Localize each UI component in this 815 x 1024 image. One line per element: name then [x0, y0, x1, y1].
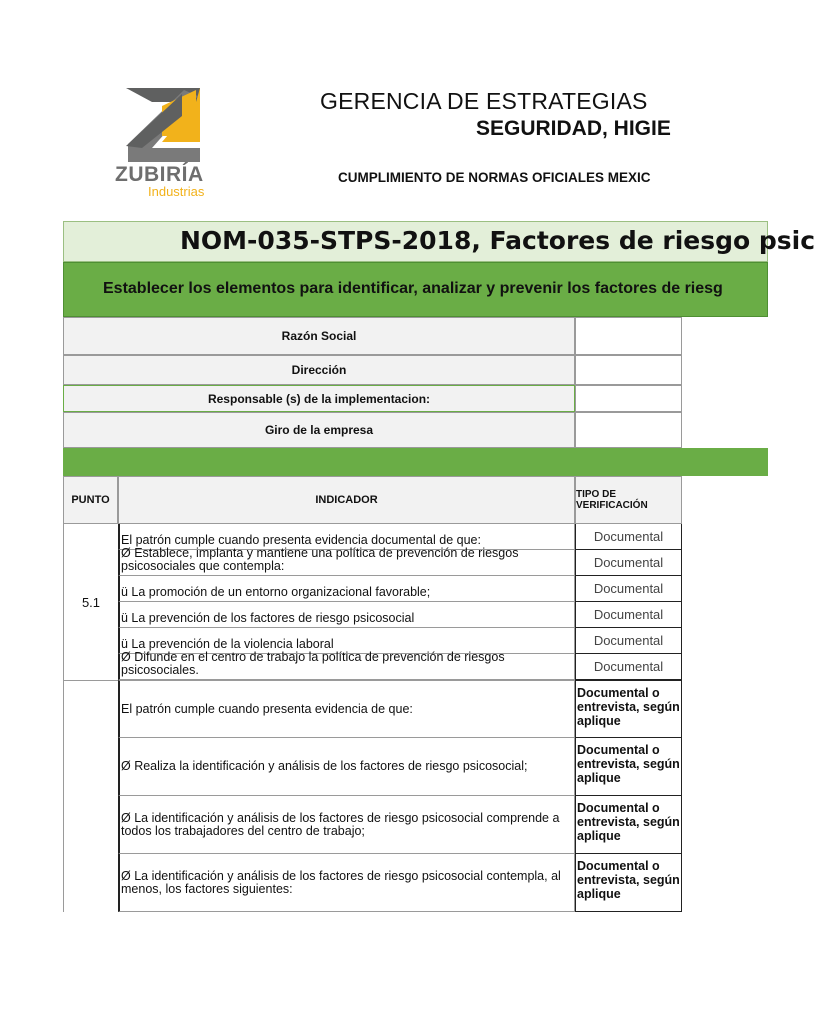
tipo-cell: Documental o entrevista, según aplique: [575, 796, 682, 854]
header-punto: PUNTO: [63, 476, 118, 524]
tipo-cell: Documental: [575, 576, 682, 602]
indicador-text: Ø Establece, implanta y mantiene una política de prevención de riesgos psicosociales que contempla:: [121, 546, 519, 573]
indicador-text: ü La prevención de los factores de riesgo psicosocial: [121, 611, 415, 625]
indicador-text: ü La prevención de la violencia laboral: [121, 637, 334, 651]
indicador-text: El patrón cumple cuando presenta evidencia de que:: [121, 701, 413, 716]
direccion-field[interactable]: [575, 355, 682, 385]
section-separator: [63, 448, 768, 476]
table-row: [118, 546, 575, 576]
table-row: [118, 854, 575, 912]
tipo-cell: Documental: [575, 524, 682, 550]
razon-social-field[interactable]: [575, 317, 682, 355]
giro-field[interactable]: [575, 412, 682, 448]
tipo-cell: Documental o entrevista, según aplique: [575, 680, 682, 738]
tipo-cell: Documental: [575, 602, 682, 628]
table-row: [118, 602, 575, 628]
punto-5-2: [63, 680, 118, 912]
header-indicador: INDICADOR: [118, 476, 575, 524]
indicador-text: Ø La identificación y análisis de los factores de riesgo psicosocial contempla, al menos, los factores siguientes:: [121, 868, 561, 896]
table-row: [118, 738, 575, 796]
objective-text: Establecer los elementos para identificar, analizar y prevenir los factores de riesg: [103, 280, 723, 297]
company-logo: [122, 86, 202, 164]
tipo-cell: Documental o entrevista, según aplique: [575, 738, 682, 796]
logo-brand: ZUBIRÍA: [115, 163, 204, 186]
header-line-3: CUMPLIMIENTO DE NORMAS OFICIALES MEXIC: [338, 170, 651, 185]
table-row: [118, 576, 575, 602]
logo-subtitle: Industrias: [148, 184, 205, 199]
tipo-cell: Documental: [575, 654, 682, 680]
table-row: [118, 650, 575, 680]
razon-social-label: Razón Social: [63, 317, 575, 355]
document-title: NOM-035-STPS-2018, Factores de riesgo psic: [180, 226, 815, 255]
giro-label: Giro de la empresa: [63, 412, 575, 448]
indicador-text: Ø Realiza la identificación y análisis de los factores de riesgo psicosocial;: [121, 759, 528, 773]
zubiria-logo-icon: [122, 86, 202, 164]
direccion-label: Dirección: [63, 355, 575, 385]
responsable-field[interactable]: [575, 385, 682, 412]
table-row: [118, 796, 575, 854]
indicador-text: ü La promoción de un entorno organizacional favorable;: [121, 585, 431, 599]
responsable-label: Responsable (s) de la implementacion:: [63, 385, 575, 412]
punto-5-1: 5.1: [63, 524, 118, 680]
tipo-cell: Documental: [575, 628, 682, 654]
header-line-1: GERENCIA DE ESTRATEGIAS: [320, 88, 648, 114]
table-row: [118, 680, 575, 738]
indicador-text: Ø La identificación y análisis de los factores de riesgo psicosocial comprende a todos los trabajadores del centro de trabajo;: [121, 810, 560, 838]
indicador-text: Ø Difunde en el centro de trabajo la política de prevención de riesgos psicosociales.: [121, 650, 505, 677]
tipo-cell: Documental: [575, 550, 682, 576]
header-tipo-verificacion: TIPO DE VERIFICACIÓN: [575, 476, 682, 524]
indicador-text: El patrón cumple cuando presenta evidencia documental de que:: [121, 533, 481, 547]
tipo-cell: Documental o entrevista, según aplique: [575, 854, 682, 912]
header-line-2: SEGURIDAD, HIGIE: [476, 117, 671, 140]
